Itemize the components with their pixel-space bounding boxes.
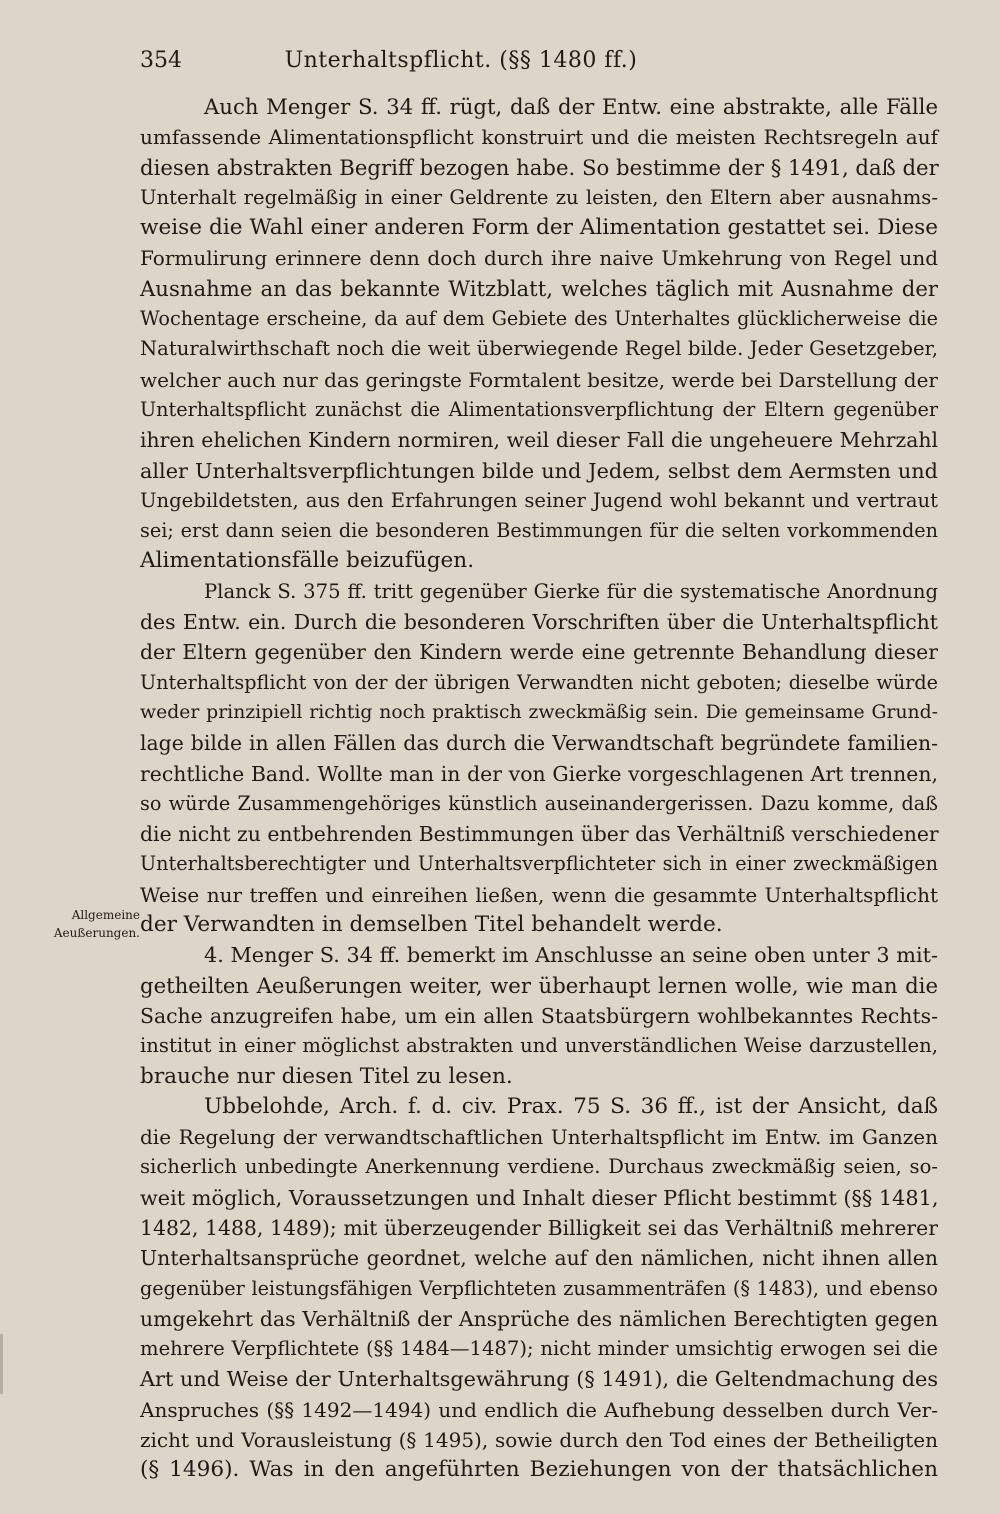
margin-note-line: Aeußerungen.	[53, 926, 140, 940]
page-header	[140, 40, 940, 80]
text-line: die Regelung der verwandtschaftlichen Unterhaltspflicht im Entw. im Ganzen	[140, 1125, 938, 1150]
text-line: brauche nur diesen Titel zu lesen.	[140, 1063, 513, 1089]
text-line: aller Unterhaltsverpflichtungen bilde und Jedem, selbst dem Aermsten und	[140, 458, 938, 483]
text-line: Unterhaltspflicht von der der übrigen Verwandten nicht geboten; dieselbe würde	[140, 670, 938, 694]
text-line: so würde Zusammengehöriges künstlich auseinandergerissen. Dazu komme, daß	[140, 791, 938, 815]
running-head: Unterhaltspflicht. (§§ 1480 ff.)	[284, 47, 638, 73]
text-line: 1482, 1488, 1489); mit überzeugender Billigkeit sei das Verhältniß mehrerer	[140, 1215, 938, 1240]
text-line: der Eltern gegenüber den Kindern werde eine getrennte Behandlung dieser	[140, 640, 938, 665]
text-line: Planck S. 375 ff. tritt gegenüber Gierke für die systematische Anordnung	[204, 579, 938, 603]
text-line: Unterhaltspflicht zunächst die Alimentationsverpflichtung der Eltern gegenüber	[140, 397, 938, 421]
text-line: die nicht zu entbehrenden Bestimmungen über das Verhältniß verschiedener	[140, 822, 939, 847]
text-line: des Entw. ein. Durch die besonderen Vorschriften über die Unterhaltspflicht	[140, 610, 938, 635]
text-line: 4. Menger S. 34 ff. bemerkt im Anschlusse an seine oben unter 3 mit-	[204, 943, 938, 968]
page-edge-mark	[0, 1334, 23, 1394]
text-line: der Verwandten in demselben Titel behandelt werde.	[140, 912, 723, 938]
text-line: mehrere Verpflichtete (§§ 1484—1487); nicht minder umsichtig erwogen sei die	[140, 1337, 938, 1361]
text-line: Weise nur treffen und einreihen ließen, wenn die gesammte Unterhaltspflicht	[140, 882, 938, 907]
margin-note	[40, 906, 140, 942]
text-line: Ausnahme an das bekannte Witzblatt, welches täglich mit Ausnahme der	[140, 275, 938, 301]
text-line: umgekehrt das Verhältniß der Ansprüche des nämlichen Berechtigten gegen	[140, 1306, 938, 1331]
text-line: Sache anzugreifen habe, um ein allen Staatsbürgern wohlbekanntes Rechts-	[140, 1003, 938, 1028]
text-line: gegenüber leistungsfähigen Verpflichteten zusammenträfen (§ 1483), und ebenso	[140, 1276, 938, 1300]
text-line: sicherlich unbedingte Anerkennung verdiene. Durchaus zweckmäßig seien, so-	[140, 1155, 938, 1179]
body-text	[140, 92, 938, 1486]
text-line: zicht und Vorausleistung (§ 1495), sowie durch den Tod eines der Betheiligten	[140, 1428, 938, 1453]
text-line: getheilten Aeußerungen weiter, wer überhaupt lernen wolle, wie man die	[140, 972, 938, 998]
text-line: (§ 1496). Was in den angeführten Beziehungen von der thatsächlichen	[140, 1457, 938, 1483]
text-line: Unterhalt regelmäßig in einer Geldrente zu leisten, den Eltern aber ausnahms-	[140, 185, 938, 209]
text-line: ihren ehelichen Kindern normiren, weil dieser Fall die ungeheuere Mehrzahl	[140, 428, 938, 453]
text-line: umfassende Alimentationspflicht konstruirt und die meisten Rechtsregeln auf	[140, 125, 938, 150]
text-line: Alimentationsfälle beizufügen.	[140, 548, 475, 574]
text-line: Anspruches (§§ 1492—1494) und endlich die Aufhebung desselben durch Ver-	[140, 1397, 938, 1422]
text-line: lage bilde in allen Fällen das durch die Verwandtschaft begründete familien-	[140, 731, 938, 756]
text-line: institut in einer möglichst abstrakten und unverständlichen Weise darzustellen,	[140, 1034, 938, 1058]
text-line: Auch Menger S. 34 ff. rügt, daß der Entw. eine abstrakte, alle Fälle	[204, 94, 938, 119]
text-line: weit möglich, Voraussetzungen und Inhalt dieser Pflicht bestimmt (§§ 1481,	[140, 1185, 939, 1210]
text-line: sei; erst dann seien die besonderen Bestimmungen für die selten vorkommenden	[140, 519, 938, 543]
text-line: welcher auch nur das geringste Formtalent besitze, werde bei Darstellung der	[140, 367, 938, 392]
text-line: Ungebildetsten, aus den Erfahrungen seiner Jugend wohl bekannt und vertraut	[140, 488, 938, 512]
text-line: Ubbelohde, Arch. f. d. civ. Prax. 75 S. 36 ff., ist der Ansicht, daß	[204, 1093, 938, 1119]
text-line: diesen abstrakten Begriff bezogen habe. So bestimme der § 1491, daß der	[140, 154, 939, 180]
text-line: Wochentage erscheine, da auf dem Gebiete des Unterhaltes glücklicherweise die	[140, 307, 938, 331]
text-line: Formulirung erinnere denn doch durch ihre naive Umkehrung von Regel und	[140, 246, 938, 271]
text-line: Unterhaltsberechtigter und Unterhaltsverpflichteter sich in einer zweckmäßigen	[140, 852, 938, 876]
text-line: weder prinzipiell richtig noch praktisch zweckmäßig sein. Die gemeinsame Grund-	[140, 701, 938, 723]
text-line: Naturalwirthschaft noch die weit überwiegende Regel bilde. Jeder Gesetzgeber,	[140, 337, 938, 361]
text-line: weise die Wahl einer anderen Form der Alimentation gestattet sei. Diese	[140, 215, 938, 241]
margin-note-line: Allgemeine	[71, 908, 140, 922]
text-line: rechtliche Band. Wollte man in der von Gierke vorgeschlagenen Art trennen,	[140, 761, 938, 786]
page-number: 354	[140, 47, 182, 73]
text-line: Art und Weise der Unterhaltsgewährung (§ 1491), die Geltendmachung des	[140, 1367, 938, 1392]
text-line: Unterhaltsansprüche geordnet, welche auf den nämlichen, nicht ihnen allen	[140, 1246, 938, 1271]
